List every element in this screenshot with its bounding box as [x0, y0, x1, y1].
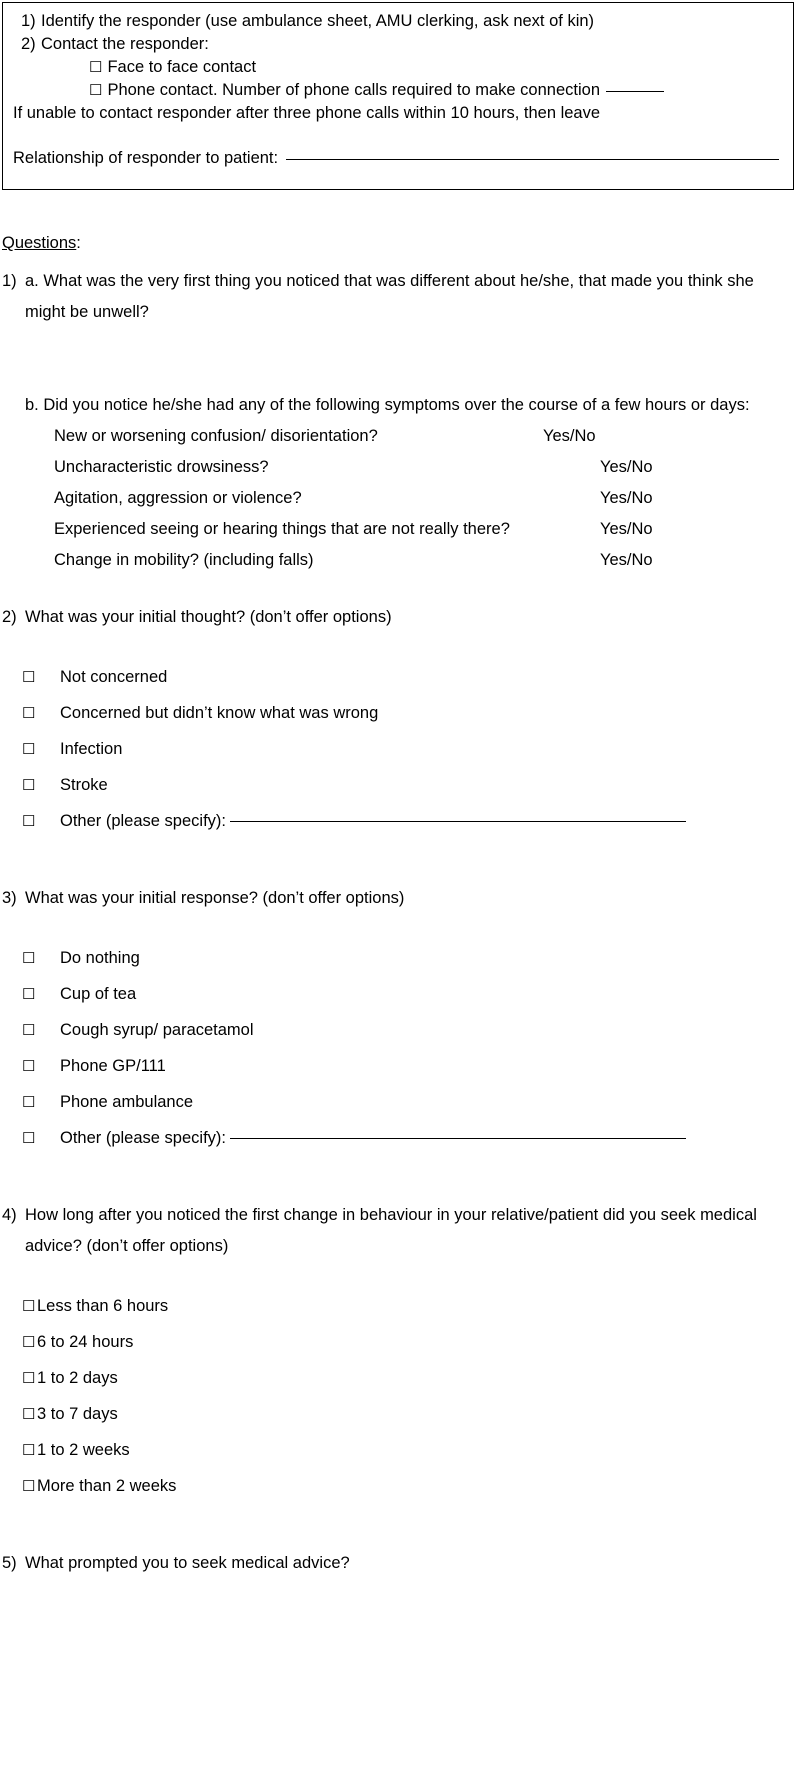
question-5-text: What prompted you to seek medical advice?	[25, 1554, 350, 1572]
option-label: 1 to 2 weeks	[37, 1441, 130, 1459]
questions-heading-colon: :	[76, 234, 81, 252]
question-2	[0, 602, 798, 633]
question-2-options	[0, 659, 798, 839]
relationship-field	[11, 147, 785, 170]
question-2-number: 2)	[2, 608, 17, 626]
checkbox-empty-icon[interactable]: ☐	[22, 1298, 36, 1315]
checkbox-empty-icon[interactable]: ☐	[22, 1130, 36, 1147]
protocol-item-text: Identify the responder (use ambulance sheet, AMU clerking, ask next of kin)	[41, 12, 595, 30]
questions-heading-text: Questions	[2, 234, 77, 252]
relationship-input-line[interactable]	[286, 159, 779, 160]
symptom-label: Change in mobility? (including falls)	[54, 551, 314, 569]
checkbox-empty-icon[interactable]: ☐	[22, 669, 36, 686]
option-row[interactable]	[22, 1360, 798, 1396]
checkbox-empty-icon[interactable]: ☐	[22, 777, 36, 794]
option-label: 3 to 7 days	[37, 1405, 118, 1423]
option-label: Less than 6 hours	[37, 1297, 169, 1315]
option-row[interactable]	[22, 659, 798, 695]
protocol-item-text: Contact the responder:	[41, 35, 209, 53]
symptom-answer-yesno[interactable]: Yes/No	[543, 427, 596, 445]
symptom-row	[54, 545, 798, 576]
option-row[interactable]	[22, 1468, 798, 1504]
symptom-answer-yesno[interactable]: Yes/No	[600, 520, 653, 538]
question-5-number: 5)	[2, 1554, 17, 1572]
checkbox-empty-icon[interactable]: ☐	[22, 1022, 36, 1039]
relationship-label: Relationship of responder to patient:	[13, 149, 279, 167]
option-label: Not concerned	[60, 668, 168, 686]
question-3-options	[0, 940, 798, 1156]
option-row[interactable]	[22, 940, 798, 976]
checkbox-empty-icon[interactable]: ☐	[22, 741, 36, 758]
option-row[interactable]	[22, 1048, 798, 1084]
checkbox-empty-icon[interactable]: ☐	[22, 1334, 36, 1351]
option-row[interactable]	[22, 976, 798, 1012]
contact-option-phone[interactable]	[11, 79, 785, 102]
option-row[interactable]	[22, 1396, 798, 1432]
checkbox-empty-icon[interactable]: ☐	[89, 82, 103, 99]
responder-protocol-box	[2, 2, 794, 190]
question-4-number: 4)	[2, 1206, 17, 1224]
checkbox-empty-icon[interactable]: ☐	[22, 1370, 36, 1387]
question-3	[0, 883, 798, 914]
question-1-number: 1)	[2, 272, 17, 290]
option-label: Stroke	[60, 776, 108, 794]
question-3-number: 3)	[2, 889, 17, 907]
symptom-label: Experienced seeing or hearing things that are not really there?	[54, 520, 510, 538]
protocol-item-number: 2)	[21, 35, 36, 53]
question-2-text: What was your initial thought? (don’t offer options)	[25, 608, 392, 626]
question-1	[0, 266, 798, 328]
checkbox-empty-icon[interactable]: ☐	[22, 1406, 36, 1423]
question-1a-text: a. What was the very first thing you noticed that was different about he/she, that made you think she might be unwell?	[25, 272, 754, 321]
question-4-options	[0, 1288, 798, 1504]
protocol-item	[11, 10, 785, 33]
question-1b-text: b. Did you notice he/she had any of the following symptoms over the course of a few hours or days:	[25, 396, 750, 414]
contact-failure-note: If unable to contact responder after three phone calls within 10 hours, then leave	[13, 104, 601, 122]
option-row[interactable]	[22, 1288, 798, 1324]
option-label: Concerned but didn’t know what was wrong	[60, 704, 379, 722]
contact-option-label: Face to face contact	[107, 58, 257, 76]
other-specify-input-line[interactable]	[230, 1138, 686, 1139]
checkbox-empty-icon[interactable]: ☐	[22, 1094, 36, 1111]
option-label: Phone GP/111	[60, 1057, 166, 1075]
checkbox-empty-icon[interactable]: ☐	[22, 1478, 36, 1495]
option-label: 6 to 24 hours	[37, 1333, 134, 1351]
checkbox-empty-icon[interactable]: ☐	[22, 986, 36, 1003]
question-4-text: How long after you noticed the first change in behaviour in your relative/patient did you seek medical advice? (don’t offer options)	[25, 1206, 757, 1255]
symptom-label: Agitation, aggression or violence?	[54, 489, 302, 507]
contact-option-face-to-face[interactable]	[11, 56, 785, 79]
option-label: More than 2 weeks	[37, 1477, 177, 1495]
symptom-row	[54, 483, 798, 514]
option-row[interactable]	[22, 1012, 798, 1048]
option-label: Other (please specify):	[60, 812, 226, 830]
symptom-answer-yesno[interactable]: Yes/No	[600, 551, 653, 569]
phone-calls-count-blank[interactable]	[606, 91, 664, 92]
option-row[interactable]	[22, 1084, 798, 1120]
symptom-row	[54, 421, 798, 452]
option-row-other[interactable]	[22, 1120, 798, 1156]
checkbox-empty-icon[interactable]: ☐	[22, 705, 36, 722]
question-5	[0, 1548, 798, 1579]
option-row[interactable]	[22, 767, 798, 803]
option-label: Cup of tea	[60, 985, 137, 1003]
checkbox-empty-icon[interactable]: ☐	[22, 813, 36, 830]
option-label: Cough syrup/ paracetamol	[60, 1021, 254, 1039]
checkbox-empty-icon[interactable]: ☐	[22, 1058, 36, 1075]
symptom-row	[54, 452, 798, 483]
question-4	[0, 1200, 798, 1262]
option-label: Do nothing	[60, 949, 140, 967]
checkbox-empty-icon[interactable]: ☐	[22, 950, 36, 967]
symptom-label: New or worsening confusion/ disorientation?	[54, 427, 378, 445]
checkbox-empty-icon[interactable]: ☐	[89, 59, 103, 76]
question-3-text: What was your initial response? (don’t offer options)	[25, 889, 405, 907]
symptom-answer-yesno[interactable]: Yes/No	[600, 489, 653, 507]
questions-heading	[0, 192, 798, 254]
checkbox-empty-icon[interactable]: ☐	[22, 1442, 36, 1459]
option-row[interactable]	[22, 695, 798, 731]
other-specify-input-line[interactable]	[230, 821, 686, 822]
symptom-row	[54, 514, 798, 545]
option-label: 1 to 2 days	[37, 1369, 118, 1387]
symptom-label: Uncharacteristic drowsiness?	[54, 458, 269, 476]
option-label: Infection	[60, 740, 123, 758]
option-row[interactable]	[22, 1324, 798, 1360]
protocol-item	[11, 33, 785, 56]
protocol-item-number: 1)	[21, 12, 36, 30]
contact-option-label: Phone contact. Number of phone calls required to make connection	[107, 81, 600, 99]
option-label: Phone ambulance	[60, 1093, 194, 1111]
option-row-other[interactable]	[22, 803, 798, 839]
symptom-list	[0, 421, 798, 576]
option-row[interactable]	[22, 731, 798, 767]
option-row[interactable]	[22, 1432, 798, 1468]
option-label: Other (please specify):	[60, 1129, 226, 1147]
symptom-answer-yesno[interactable]: Yes/No	[600, 458, 653, 476]
